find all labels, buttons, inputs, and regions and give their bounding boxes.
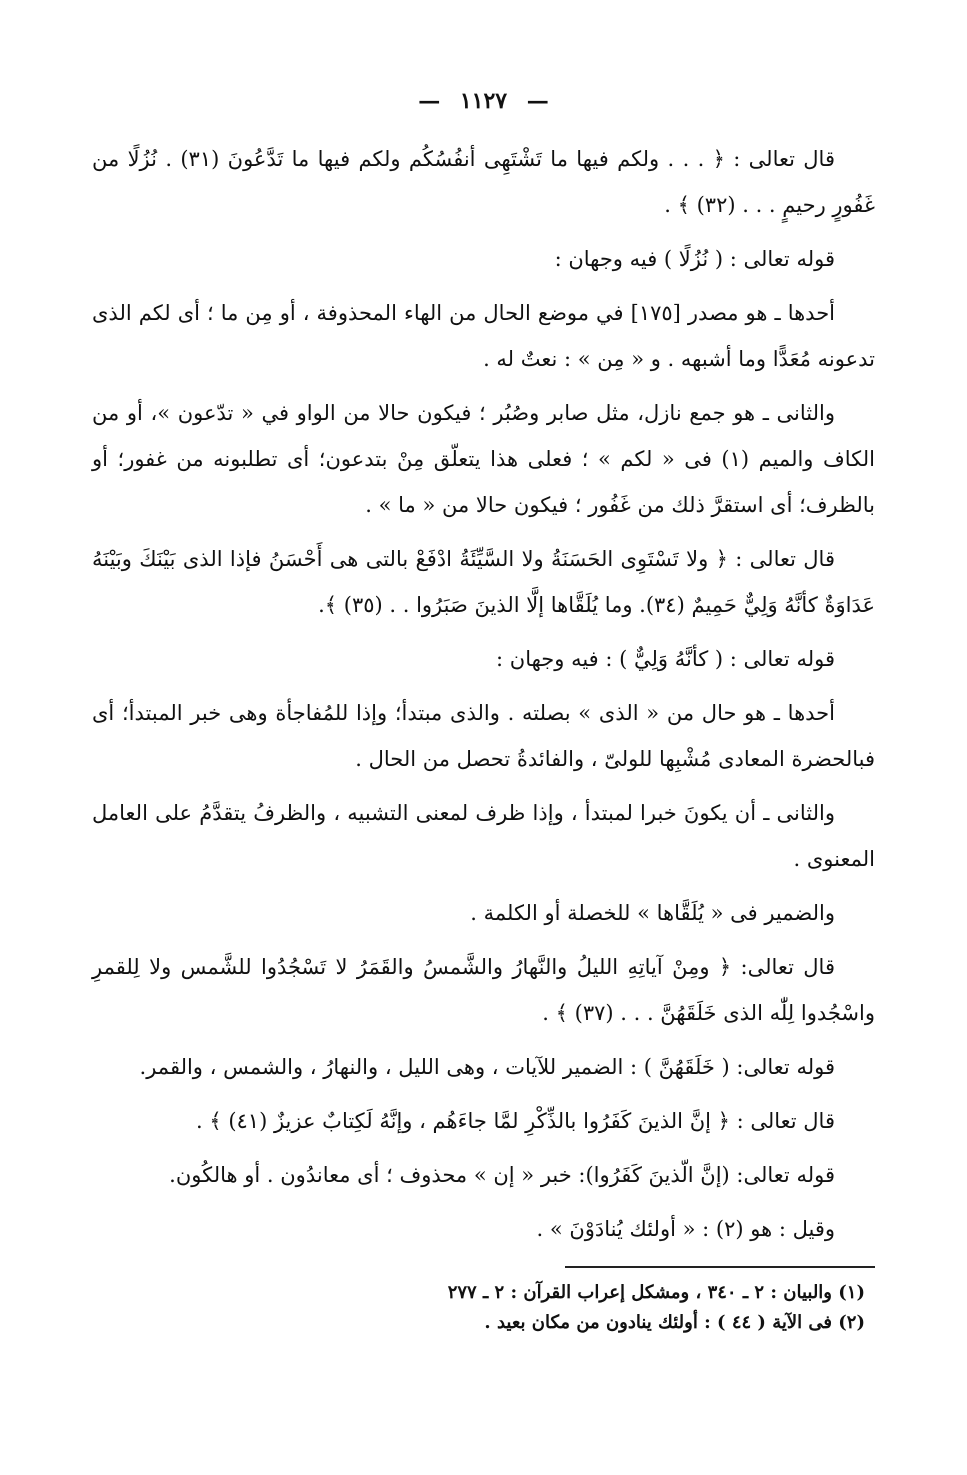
paragraph-nuzulan-heading: قوله تعالى : ( نُزُلًا ) فيه وجهان : [554,247,835,271]
paragraph-khalaqahunna: قوله تعالى: ( خَلَقَهُنَّ ) : الضمير للآيات ، وهى الليل ، والنهارُ ، والشمس ، والقمر. [139,1055,835,1079]
paragraph-kaannahu-heading: قوله تعالى : ( كأنَّهُ وَلِيٌّ ) : فيه وجهان : [496,647,835,671]
paragraph-first-aspect: أحدها ـ هو مصدر [١٧٥] في موضع الحال من الهاء المحذوفة ، أو مِن ما ؛ أى لكم الذى تدعونه مُعَدًّا وما أشبهه . و « مِن » : نعتٌ له . [92,301,875,371]
paragraph-verse-31: قال تعالى : ﴿ . . . ولكم فيها ما تَشْتَهِى أنفُسُكُم ولكم فيها ما تَدَّعُونَ (٣١) . نُزُلًا من غَفُورٍ رحيمٍ . . . (٣٢) ﴾ . [92,147,875,217]
paragraph-first-aspect-2: أحدها ـ هو حال من « الذى » بصلته . والذى مبتدأ؛ وإذا للمُفاجأة وهى خبر المبتدأ؛ أى فبالحضرة المعادى مُشْبِها للولىّ ، والفائدةُ تحصل من الحال . [92,701,875,771]
page-number-header [92,88,875,114]
paragraph-second-aspect-2: والثانى ـ أن يكونَ خبرا لمبتدأ ، وإذا ظرف لمعنى التشبيه ، والظرفُ يتقدَّمُ على العامل المعنوى . [92,801,875,871]
footnote-1: (١) والبيان : ٢ ـ ٣٤٠ ، ومشكل إعراب القرآن : ٢ ـ ٢٧٧ [447,1282,865,1303]
paragraph-qila: وقيل : هو (٢) : « أولئك يُنادَوْنَ » . [536,1217,835,1241]
footnote-2: (٢) فى الآية ( ٤٤ ) : أولئك ينادون من مكان بعيد . [484,1312,865,1333]
page-number-dash-left: — [418,88,441,114]
paragraph-second-aspect: والثانى ـ هو جمع نازل، مثل صابر وصُبُر ؛ فيكون حالا من الواو في « تدّعون »، أو من الكاف والميم (١) فى « لكم » ؛ فعلى هذا يتعلّق مِنْ بتدعون؛ أى تطلبونه من غفور؛ أو بالظرف؛ أى استقرَّ ذلك من غَفُور ؛ فيكون حالا من « ما » . [92,401,875,517]
paragraph-verse-41: قال تعالى : ﴿ إنَّ الذينَ كَفَرُوا بالذِّكْرِ لمَّا جاءَهُم ، وإنَّهُ لَكِتابٌ عزيزٌ (٤١) ﴾ . [195,1109,835,1133]
paragraph-pronoun: والضمير فى « يُلَقَّاها » للخصلة أو الكلمة . [470,901,835,925]
paragraph-verse-34: قال تعالى : ﴿ ولا تَسْتَوِى الحَسَنَةُ ولا السَّيِّئَةُ ادْفَعْ بالتى هى أَحْسَنُ فإذا الذى بَيْنَكَ وبَيْنَهُ عَدَاوَةٌ كأنَّهُ وَلِيٌّ حَمِيمٌ (٣٤). وما يُلَقَّاها إلَّا الذينَ صَبَرُوا . . (٣٥) ﴾. [92,547,875,617]
page-number-dash-right: — [526,88,549,114]
page-number: ١١٢٧ [459,88,508,114]
footnote-divider [565,1266,875,1268]
paragraph-inna-commentary: قوله تعالى: (إنَّ الّذينَ كَفَرُوا): خبر « إن » محذوف ؛ أى معاندُون . أو هالكُون. [169,1163,835,1187]
paragraph-verse-37: قال تعالى: ﴿ ومِنْ آياتِهِ الليلُ والنَّهارُ والشَّمسُ والقَمَرُ لا تَسْجُدُوا للشَّمس ولا لِلقمرِ واسْجُدوا لِلّٰه الذى خَلَقَهُنَّ . . . (٣٧) ﴾ . [92,955,875,1025]
